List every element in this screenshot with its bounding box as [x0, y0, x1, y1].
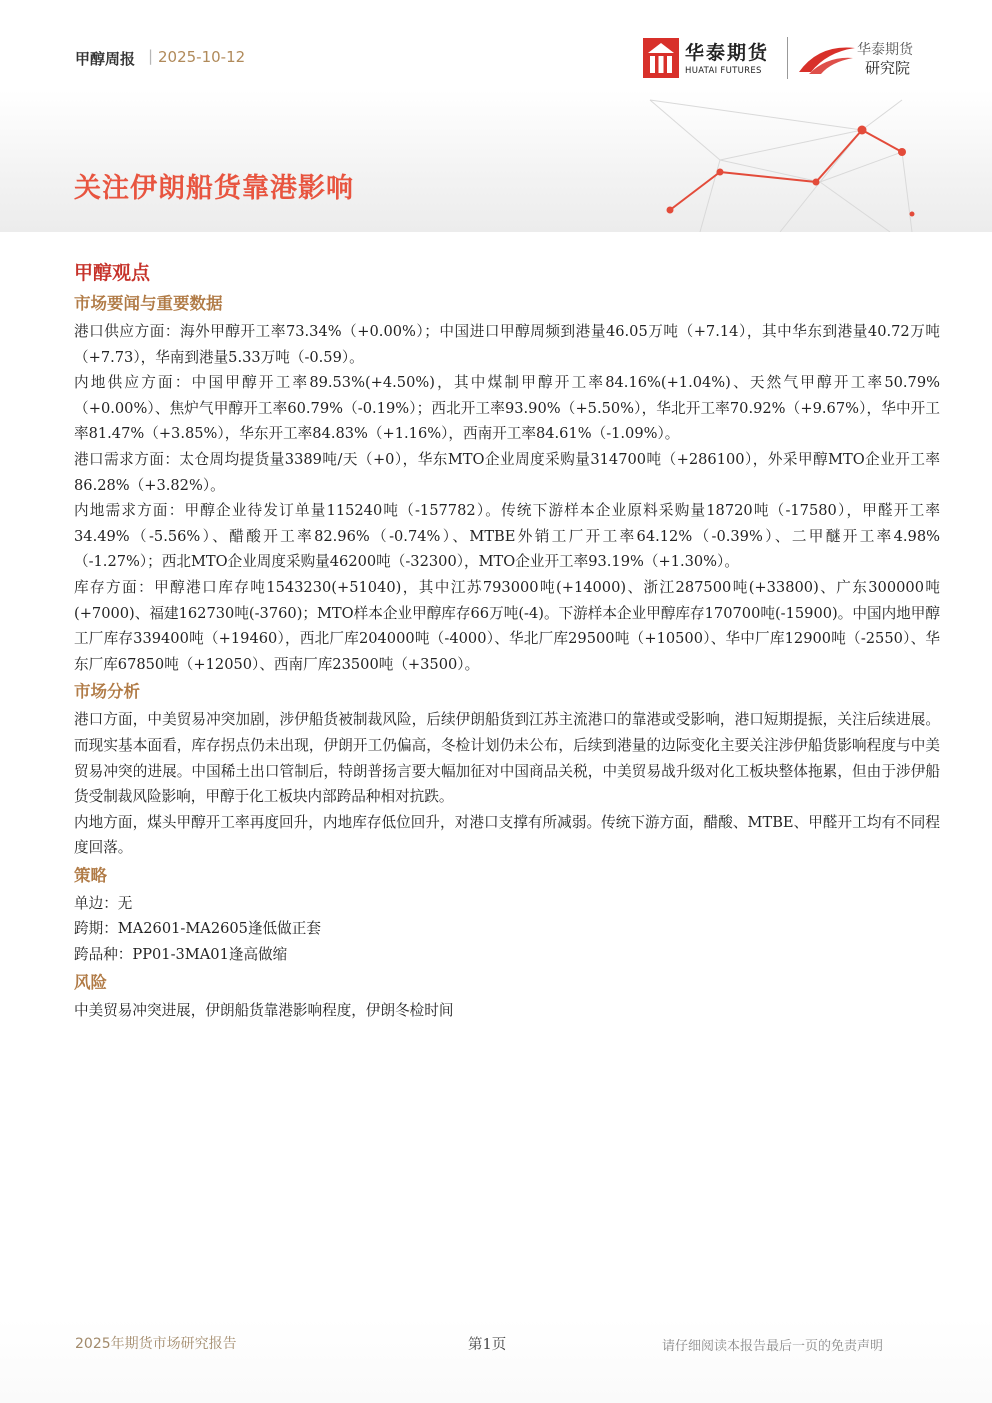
- news-port-supply: 港口供应方面：海外甲醇开工率73.34%（+0.00%）；中国进口甲醇周频到港量46.05万吨（+7.14），其中华东到港量40.72万吨（+7.73），华南到港量5.33万吨（-0.59）。: [74, 323, 940, 366]
- strategy-heading: 策略: [74, 865, 107, 885]
- research-institute-logo: [797, 38, 927, 80]
- logo-english-name: HUATAI FUTURES: [685, 66, 762, 76]
- risk-heading: 风险: [74, 972, 107, 992]
- institute-swoosh-icon: [797, 38, 859, 76]
- analysis-port: 港口方面，中美贸易冲突加剧，涉伊船货被制裁风险，后续伊朗船货到江苏主流港口的靠港或受影响，港口短期提振，关注后续进展。而现实基本面看，库存拐点仍未出现，伊朗开工仍偏高，冬检计划仍未公布，后续到港量的边际变化主要关注涉伊船货影响程度与中美贸易冲突的进展。中国稀土出口管制后，特朗普扬言要大幅加征对中国商品关税，中美贸易战升级对化工板块整体拖累，但由于涉伊船货受制裁风险影响，甲醇于化工板块内部跨品种相对抗跌。: [74, 711, 940, 806]
- logo-chinese-name: 华泰期货: [685, 42, 770, 64]
- news-inland-supply: 内地供应方面：中国甲醇开工率89.53%(+4.50%)，其中煤制甲醇开工率84.16%(+1.04%)、天然气甲醇开工率50.79%（+0.00%）、焦炉气甲醇开工率60.79%（-0.19%）；西北开工率93.90%（+5.50%），华北开工率70.92%（+9.67%），华中开工率81.47%（+3.85%），华东开工率84.83%（+1.16%），西南开工率84.61%（-1.09%）。: [74, 374, 940, 443]
- report-title: 关注伊朗船货靠港影响: [74, 173, 354, 204]
- news-inventory: 库存方面：甲醇港口库存吨1543230(+51040)，其中江苏793000吨(+14000)、浙江287500吨(+33800)、广东300000吨(+7000)、福建162730吨(-3760)；MTO样本企业甲醇库存66万吨(-4)。下游样本企业甲醇库存170700吨(-15900)。中国内地甲醇工厂库存339400吨（+19460），西北厂库204000吨（-4000）、华北厂库29500吨（+10500）、华中厂库12900吨（-2550）、华东厂库67850吨（+12050）、西南厂库23500吨（+3500）。: [74, 578, 940, 673]
- network-graphic: [640, 90, 940, 232]
- risk-text: 中美贸易冲突进展，伊朗船货靠港影响程度，伊朗冬检时间: [74, 1001, 454, 1019]
- report-type: 甲醇周报: [75, 50, 136, 68]
- institute-name-line2: 研究院: [865, 59, 911, 77]
- analysis-heading: 市场分析: [74, 682, 140, 702]
- news-port-demand: 港口需求方面：太仓周均提货量3389吨/天（+0），华东MTO企业周度采购量314700吨（+286100），外采甲醇MTO企业开工率86.28%（+3.82%）。: [74, 450, 940, 494]
- page-number: 第1页: [468, 1337, 507, 1353]
- strategy-item-outright: 单边：无: [74, 894, 133, 912]
- viewpoint-heading: 甲醇观点: [74, 262, 151, 284]
- strategy-item-cross: 跨品种：PP01-3MA01逢高做缩: [74, 946, 288, 964]
- analysis-inland: 内地方面，煤头甲醇开工率再度回升，内地库存低位回升，对港口支撑有所减弱。传统下游方面，醋酸、MTBE、甲醛开工均有不同程度回落。: [74, 813, 940, 857]
- news-inland-demand: 内地需求方面：甲醇企业待发订单量115240吨（-157782）。传统下游样本企业原料采购量18720吨（-17580），甲醛开工率34.49%（-5.56%）、醋酸开工率82.96%（-0.74%）、MTBE外销工厂开工率64.12%（-0.39%）、二甲醚开工率4.98%（-1.27%）；西北MTO企业周度采购量46200吨（-32300），MTO企业开工率93.19%（+1.30%）。: [74, 502, 940, 571]
- report-body: [74, 258, 940, 1023]
- news-heading: 市场要闻与重要数据: [74, 294, 223, 313]
- report-header: [0, 0, 992, 232]
- huatai-logo-icon: [643, 38, 679, 78]
- footer-report-name: 2025年期货市场研究报告: [75, 1336, 237, 1352]
- header-separator: |: [148, 47, 154, 65]
- disclaimer-note: 请仔细阅读本报告最后一页的免责声明: [662, 1339, 884, 1354]
- logo-divider: [787, 37, 788, 79]
- page-footer: [0, 1318, 992, 1403]
- strategy-item-calendar: 跨期：MA2601-MA2605逢低做正套: [74, 920, 321, 938]
- institute-name-line1: 华泰期货: [857, 42, 913, 58]
- huatai-futures-logo: [643, 38, 778, 80]
- report-date: 2025-10-12: [158, 48, 246, 66]
